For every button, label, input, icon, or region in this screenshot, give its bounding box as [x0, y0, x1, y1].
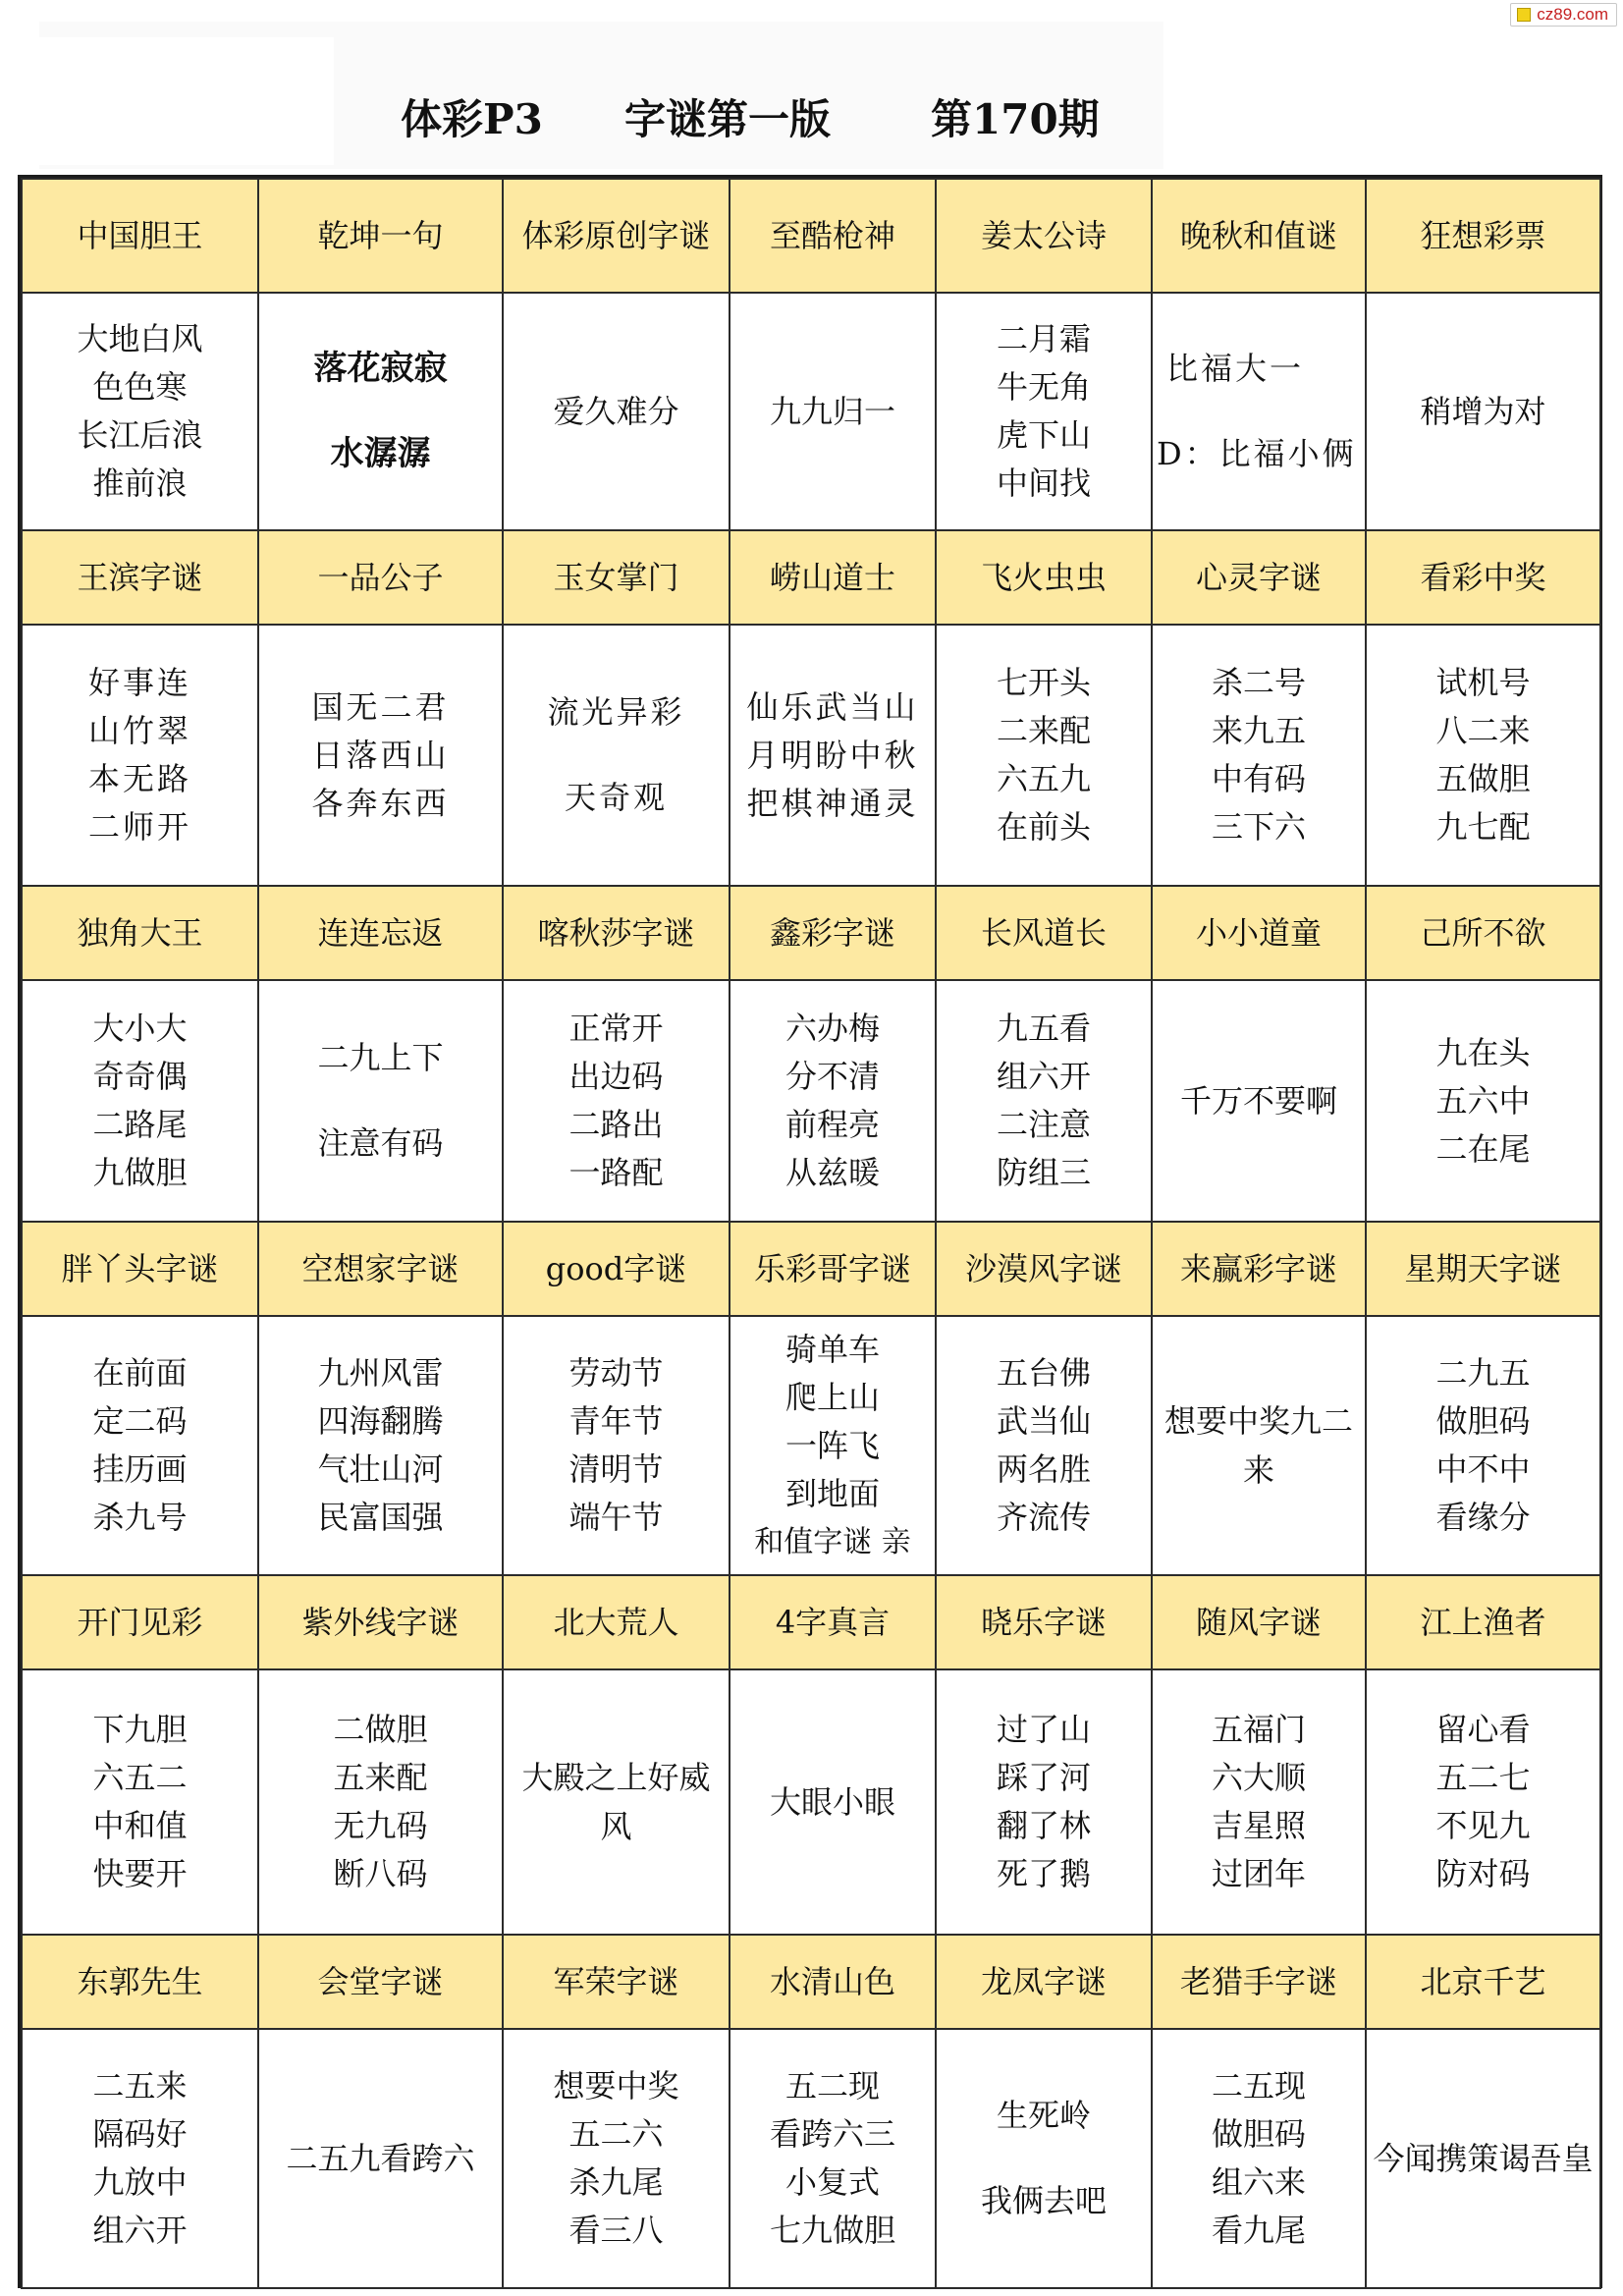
- riddle-line: 日落西山: [311, 736, 450, 774]
- column-header: 崂山道士: [730, 530, 936, 625]
- riddle-line: 出边码: [568, 1058, 664, 1095]
- line-gap: [941, 2140, 1147, 2177]
- riddle-line: 五做胆: [1435, 760, 1531, 797]
- riddle-line: 端午节: [568, 1499, 664, 1536]
- line-gap: [263, 393, 498, 430]
- column-header: 看彩中奖: [1366, 530, 1600, 625]
- riddle-cell: [936, 293, 1152, 530]
- riddle-line: 千万不要啊: [1179, 1081, 1337, 1120]
- riddle-line: 组六开: [92, 2212, 188, 2249]
- column-header: 空想家字谜: [258, 1222, 503, 1316]
- riddle-line: 防组三: [996, 1154, 1091, 1191]
- column-header: 军荣字谜: [503, 1935, 730, 2029]
- riddle-line: 今闻携策谒吾皇: [1373, 2140, 1594, 2177]
- riddle-line: 从兹暖: [784, 1154, 880, 1191]
- riddle-line: D：比福小俩: [1157, 435, 1357, 472]
- riddle-line: 六办梅: [784, 1010, 880, 1047]
- riddle-line: 过了山: [996, 1711, 1091, 1748]
- riddle-line: 注意有码: [317, 1124, 444, 1162]
- column-header: 长风道长: [936, 886, 1152, 980]
- riddle-line: 气壮山河: [317, 1450, 444, 1488]
- column-header: 会堂字谜: [258, 1935, 503, 2029]
- line-gap: [1166, 393, 1361, 430]
- riddle-line: 七九做胆: [769, 2212, 895, 2249]
- riddle-line: 二路出: [568, 1106, 664, 1143]
- riddle-line: 大殿之上好威风: [521, 1759, 711, 1845]
- riddle-line: 无九码: [333, 1807, 428, 1844]
- riddle-line: 和值字谜 亲: [754, 1524, 911, 1559]
- column-header: 喀秋莎字谜: [503, 886, 730, 980]
- column-header: 中国胆王: [22, 179, 258, 293]
- column-header: 至酷枪神: [730, 179, 936, 293]
- riddle-line: 中和值: [92, 1807, 188, 1844]
- riddle-line: 五六中: [1435, 1081, 1531, 1120]
- riddle-cell: [730, 625, 936, 886]
- riddle-line: 六五二: [92, 1759, 188, 1796]
- riddle-line: 二做胆: [333, 1711, 428, 1748]
- column-header: 随风字谜: [1152, 1575, 1366, 1669]
- column-header: good字谜: [503, 1222, 730, 1316]
- riddle-line: 我俩去吧: [980, 2182, 1107, 2219]
- title-edition: 字谜第一版: [624, 95, 832, 143]
- riddle-line: 九七配: [1435, 808, 1531, 846]
- column-header: 星期天字谜: [1366, 1222, 1600, 1316]
- riddle-cell: [1152, 625, 1366, 886]
- column-header: 来赢彩字谜: [1152, 1222, 1366, 1316]
- column-header: 龙凤字谜: [936, 1935, 1152, 2029]
- column-header: 紫外线字谜: [258, 1575, 503, 1669]
- riddle-cell: [936, 625, 1152, 886]
- riddle-line: 色色寒: [92, 368, 188, 406]
- riddle-line: 看九尾: [1211, 2212, 1306, 2249]
- riddle-line: 本无路: [87, 760, 191, 797]
- column-header: 沙漠风字谜: [936, 1222, 1152, 1316]
- riddle-line: 防对码: [1435, 1855, 1531, 1892]
- riddle-cell: [936, 980, 1152, 1222]
- header-row: [22, 179, 1600, 293]
- riddle-line: 杀二号: [1211, 664, 1306, 701]
- riddle-line: 想要中奖九二来: [1163, 1402, 1353, 1489]
- riddle-cell: [1152, 293, 1366, 530]
- header-row: [22, 886, 1600, 980]
- riddle-cell: [936, 1316, 1152, 1575]
- riddle-line: 山竹翠: [87, 712, 191, 749]
- riddle-line: 二师开: [87, 808, 191, 846]
- riddle-line: 组六开: [996, 1058, 1091, 1095]
- site-watermark: [1510, 3, 1617, 27]
- riddle-line: 五台佛: [996, 1354, 1091, 1392]
- riddle-line: 来九五: [1211, 712, 1306, 749]
- riddle-line: 二五来: [92, 2067, 188, 2105]
- riddle-cell: [258, 980, 503, 1222]
- riddle-line: 爱久难分: [553, 392, 679, 430]
- riddle-cell: [1152, 1669, 1366, 1935]
- column-header: 一品公子: [258, 530, 503, 625]
- riddle-line: 把棋神通灵: [746, 784, 919, 822]
- riddle-line: 分不清: [784, 1058, 880, 1095]
- riddle-line: 大地白风: [77, 320, 203, 357]
- riddle-cell: [503, 1316, 730, 1575]
- riddle-line: 水潺潺: [330, 434, 431, 473]
- header-row: [22, 1575, 1600, 1669]
- riddle-line: 奇奇偶: [92, 1058, 188, 1095]
- riddle-line: 两名胜: [996, 1450, 1091, 1488]
- riddle-line: 青年节: [568, 1402, 664, 1440]
- riddle-line: 一阵飞: [784, 1426, 880, 1464]
- riddle-line: 二路尾: [92, 1106, 188, 1143]
- riddle-cell: [1366, 1316, 1600, 1575]
- riddle-line: 流光异彩: [547, 693, 685, 731]
- riddle-line: 民富国强: [317, 1499, 444, 1536]
- riddle-line: 小复式: [784, 2163, 880, 2201]
- riddle-line: 三下六: [1211, 808, 1306, 846]
- riddle-cell: [503, 980, 730, 1222]
- riddle-cell: [258, 1316, 503, 1575]
- riddle-cell: [1366, 2029, 1600, 2288]
- riddle-cell: [1366, 1669, 1600, 1935]
- riddle-line: 牛无角: [996, 368, 1091, 406]
- riddle-line: 二五现: [1211, 2067, 1306, 2105]
- column-header: 东郭先生: [22, 1935, 258, 2029]
- riddle-cell: [1366, 293, 1600, 530]
- column-header: 狂想彩票: [1366, 179, 1600, 293]
- title-issue: 第170期: [931, 95, 1100, 143]
- riddle-line: 翻了林: [996, 1807, 1091, 1844]
- riddle-cell: [730, 1316, 936, 1575]
- riddle-row: [22, 2029, 1600, 2288]
- riddle-line: 隔码好: [92, 2115, 188, 2153]
- column-header: 水清山色: [730, 1935, 936, 2029]
- riddle-line: 天奇观: [564, 779, 668, 816]
- header-row: [22, 1222, 1600, 1316]
- riddle-line: 骑单车: [784, 1330, 880, 1368]
- riddle-line: 齐流传: [996, 1499, 1091, 1536]
- riddle-cell: [1366, 980, 1600, 1222]
- riddle-cell: [22, 625, 258, 886]
- riddle-row: [22, 293, 1600, 530]
- riddle-cell: [503, 1669, 730, 1935]
- riddle-line: 下九胆: [92, 1711, 188, 1748]
- column-header: 老猎手字谜: [1152, 1935, 1366, 2029]
- riddle-line: 九九归一: [769, 392, 895, 430]
- riddle-cell: [1152, 2029, 1366, 2288]
- riddle-cell: [730, 2029, 936, 2288]
- riddle-line: 武当仙: [996, 1402, 1091, 1440]
- riddle-line: 二九上下: [317, 1039, 444, 1076]
- riddle-cell: [936, 1669, 1152, 1935]
- riddle-line: 各奔东西: [311, 784, 450, 822]
- riddle-line: 五来配: [333, 1759, 428, 1796]
- column-header: 飞火虫虫: [936, 530, 1152, 625]
- title-lottery: 体彩P3: [401, 95, 543, 143]
- column-header: 小小道童: [1152, 886, 1366, 980]
- riddle-line: 中有码: [1211, 760, 1306, 797]
- column-header: 体彩原创字谜: [503, 179, 730, 293]
- column-header: 玉女掌门: [503, 530, 730, 625]
- riddle-line: 生死岭: [996, 2097, 1091, 2134]
- header-row: [22, 530, 1600, 625]
- riddle-line: 稍增为对: [1420, 392, 1546, 430]
- riddle-cell: [22, 1316, 258, 1575]
- riddle-cell: [22, 980, 258, 1222]
- riddle-line: 劳动节: [568, 1354, 664, 1392]
- riddle-row: [22, 980, 1600, 1222]
- riddle-line: 看缘分: [1435, 1499, 1531, 1536]
- riddle-cell: [258, 2029, 503, 2288]
- riddle-cell: [1152, 980, 1366, 1222]
- riddle-cell: [503, 293, 730, 530]
- riddle-line: 快要开: [92, 1855, 188, 1892]
- riddle-line: 看三八: [568, 2212, 664, 2249]
- riddle-line: 正常开: [568, 1010, 664, 1047]
- line-gap: [508, 737, 725, 774]
- riddle-line: 吉星照: [1211, 1807, 1306, 1844]
- riddle-line: 一路配: [568, 1154, 664, 1191]
- column-header: 开门见彩: [22, 1575, 258, 1669]
- riddle-cell: [258, 293, 503, 530]
- riddle-line: 五福门: [1211, 1711, 1306, 1748]
- header-row: [22, 1935, 1600, 2029]
- riddle-line: 杀九号: [92, 1499, 188, 1536]
- riddle-line: 仙乐武当山: [746, 687, 919, 726]
- watermark-text: cz89.com: [1537, 5, 1608, 24]
- riddle-line: 留心看: [1435, 1711, 1531, 1748]
- riddle-row: [22, 625, 1600, 886]
- riddle-line: 二九五: [1435, 1354, 1531, 1392]
- riddle-line: 虎下山: [996, 416, 1091, 454]
- riddle-line: 九在头: [1435, 1033, 1531, 1071]
- column-header: 4字真言: [730, 1575, 936, 1669]
- riddle-cell: [503, 625, 730, 886]
- riddle-line: 五二六: [568, 2115, 664, 2153]
- riddle-line: 二月霜: [996, 320, 1091, 357]
- column-header: 乾坤一句: [258, 179, 503, 293]
- column-header: 胖丫头字谜: [22, 1222, 258, 1316]
- riddle-line: 国无二君: [311, 687, 450, 726]
- riddle-cell: [258, 1669, 503, 1935]
- riddle-line: 落花寂寂: [313, 349, 448, 388]
- riddle-line: 推前浪: [92, 465, 188, 502]
- line-gap: [263, 1082, 498, 1120]
- column-header: 独角大王: [22, 886, 258, 980]
- riddle-cell: [22, 293, 258, 530]
- column-header: 姜太公诗: [936, 179, 1152, 293]
- riddle-sheet: [18, 175, 1602, 2288]
- riddle-line: 到地面: [784, 1474, 880, 1512]
- riddle-line: 断八码: [333, 1855, 428, 1892]
- riddle-row: [22, 1316, 1600, 1575]
- riddle-line: 七开头: [996, 664, 1091, 701]
- riddle-line: 大小大: [92, 1010, 188, 1047]
- column-header: 江上渔者: [1366, 1575, 1600, 1669]
- riddle-cell: [22, 1669, 258, 1935]
- riddle-line: 定二码: [92, 1402, 188, 1440]
- riddle-line: 试机号: [1435, 664, 1531, 701]
- riddle-line: 大眼小眼: [769, 1782, 895, 1821]
- riddle-line: 五二现: [784, 2067, 880, 2105]
- riddle-line: 做胆码: [1211, 2115, 1306, 2153]
- riddle-line: 挂历画: [92, 1450, 188, 1488]
- column-header: 乐彩哥字谜: [730, 1222, 936, 1316]
- site-logo-icon: [1517, 8, 1531, 22]
- riddle-line: 踩了河: [996, 1759, 1091, 1796]
- header-blank-area: [39, 37, 334, 165]
- column-header: 心灵字谜: [1152, 530, 1366, 625]
- riddle-table: [21, 178, 1601, 2289]
- riddle-line: 不见九: [1435, 1807, 1531, 1844]
- riddle-line: 五二七: [1435, 1759, 1531, 1796]
- riddle-line: 在前头: [996, 808, 1091, 846]
- riddle-line: 死了鹅: [996, 1855, 1091, 1892]
- riddle-line: 九放中: [92, 2163, 188, 2201]
- column-header: 北京千艺: [1366, 1935, 1600, 2029]
- riddle-line: 二在尾: [1435, 1129, 1531, 1168]
- riddle-line: 二注意: [996, 1106, 1091, 1143]
- riddle-line: 在前面: [92, 1354, 188, 1392]
- riddle-line: 好事连: [87, 664, 191, 701]
- riddle-cell: [503, 2029, 730, 2288]
- column-header: 北大荒人: [503, 1575, 730, 1669]
- riddle-cell: [730, 293, 936, 530]
- riddle-line: 二来配: [996, 712, 1091, 749]
- riddle-line: 前程亮: [784, 1106, 880, 1143]
- riddle-line: 看跨六三: [769, 2115, 895, 2153]
- riddle-cell: [1152, 1316, 1366, 1575]
- riddle-cell: [730, 1669, 936, 1935]
- riddle-cell: [22, 2029, 258, 2288]
- riddle-line: 做胆码: [1435, 1402, 1531, 1440]
- riddle-cell: [258, 625, 503, 886]
- riddle-line: 八二来: [1435, 712, 1531, 749]
- riddle-line: 比福大一: [1166, 350, 1305, 387]
- riddle-line: 长江后浪: [77, 416, 203, 454]
- riddle-line: 清明节: [568, 1450, 664, 1488]
- riddle-line: 想要中奖: [553, 2067, 679, 2105]
- column-header: 晚秋和值谜: [1152, 179, 1366, 293]
- riddle-row: [22, 1669, 1600, 1935]
- riddle-cell: [1366, 625, 1600, 886]
- riddle-line: 组六来: [1211, 2163, 1306, 2201]
- column-header: 王滨字谜: [22, 530, 258, 625]
- column-header: 己所不欲: [1366, 886, 1600, 980]
- riddle-line: 中不中: [1435, 1450, 1531, 1488]
- riddle-line: 九做胆: [92, 1154, 188, 1191]
- riddle-line: 月明盼中秋: [746, 736, 919, 774]
- riddle-line: 中间找: [996, 465, 1091, 502]
- riddle-line: 二五九看跨六: [286, 2139, 475, 2177]
- riddle-cell: [730, 980, 936, 1222]
- riddle-line: 过团年: [1211, 1855, 1306, 1892]
- column-header: 晓乐字谜: [936, 1575, 1152, 1669]
- column-header: 鑫彩字谜: [730, 886, 936, 980]
- riddle-line: 九五看: [996, 1010, 1091, 1047]
- riddle-line: 六五九: [996, 760, 1091, 797]
- riddle-line: 爬上山: [784, 1378, 880, 1416]
- riddle-line: 四海翻腾: [317, 1402, 444, 1440]
- riddle-cell: [936, 2029, 1152, 2288]
- riddle-line: 六大顺: [1211, 1759, 1306, 1796]
- riddle-line: 九州风雷: [317, 1354, 444, 1392]
- riddle-line: 杀九尾: [568, 2163, 664, 2201]
- column-header: 连连忘返: [258, 886, 503, 980]
